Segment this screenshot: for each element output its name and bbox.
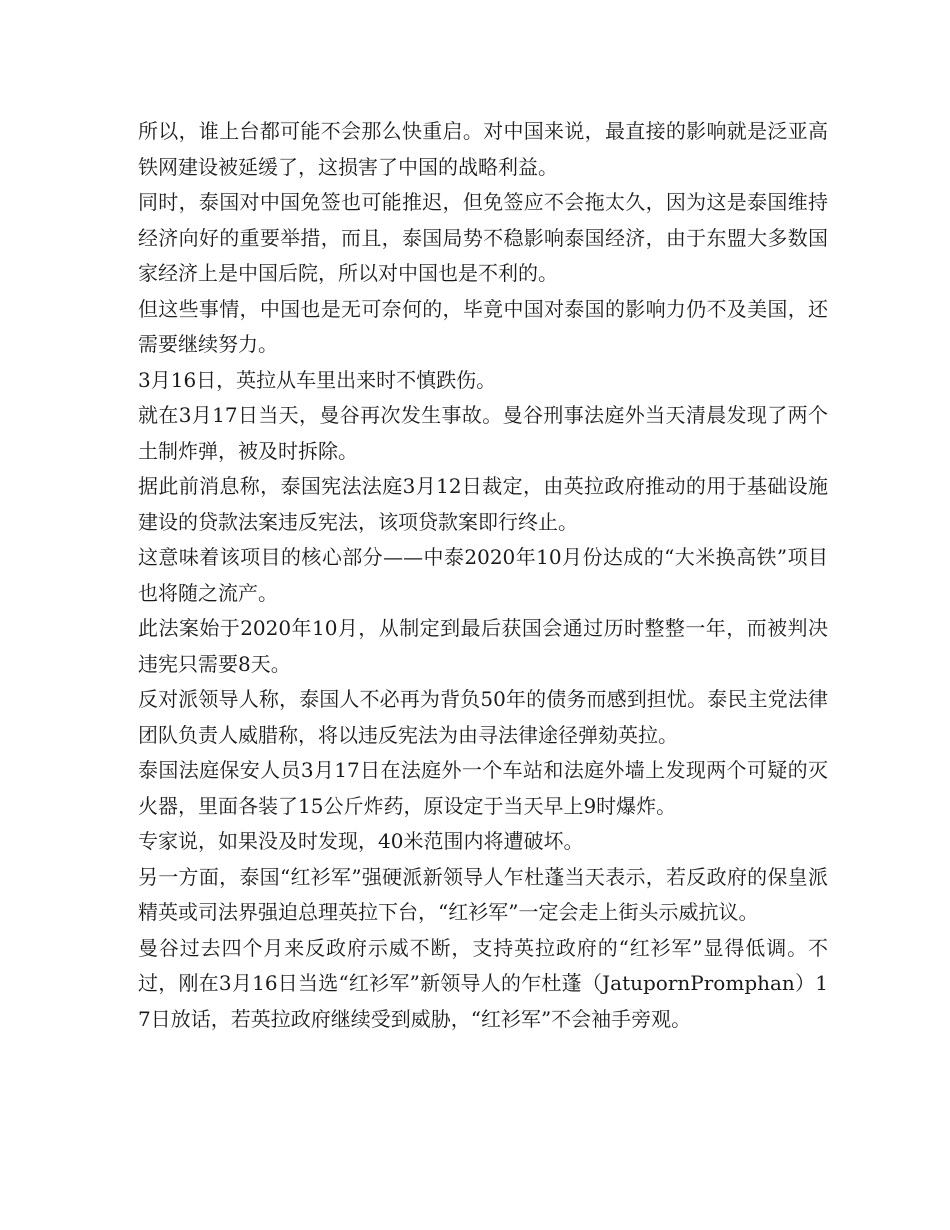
paragraph-4: 3月16日，英拉从车里出来时不慎跌伤。 (138, 367, 497, 392)
paragraph-8: 此法案始于2020年10月，从制定到最后获国会通过历时整整一年，而被判决违宪只需要8天。 (138, 616, 828, 676)
paragraph-11: 专家说，如果没及时发现，40米范围内将遭破坏。 (138, 829, 584, 853)
paragraph-1: 所以，谁上台都可能不会那么快重启。对中国来说，最直接的影响就是泛亚高铁网建设被延缓了，这损害了中国的战略利益。 (138, 119, 828, 179)
paragraph-6: 据此前消息称，泰国宪法法庭3月12日裁定，由英拉政府推动的用于基础设施建设的贷款法案违反宪法，该项贷款案即行终止。 (138, 474, 828, 534)
paragraph-12: 另一方面，泰国“红衫军”强硬派新领导人乍杜蓬当天表示，若反政府的保皇派精英或司法界强迫总理英拉下台，“红衫军”一定会走上街头示威抗议。 (138, 864, 828, 924)
paragraph-5: 就在3月17日当天，曼谷再次发生事故。曼谷刑事法庭外当天清晨发现了两个土制炸弹，被及时拆除。 (138, 403, 828, 463)
paragraph-2: 同时，泰国对中国免签也可能推迟，但免签应不会拖太久，因为这是泰国维持经济向好的重要举措，而且，泰国局势不稳影响泰国经济，由于东盟大多数国家经济上是中国后院，所以对中国也是不利的。 (138, 190, 828, 285)
paragraph-9: 反对派领导人称，泰国人不必再为背负50年的债务而感到担忧。泰民主党法律团队负责人威腊称，将以违反宪法为由寻法律途径弹劾英拉。 (138, 687, 828, 747)
paragraph-10: 泰国法庭保安人员3月17日在法庭外一个车站和法庭外墙上发现两个可疑的灭火器，里面各装了15公斤炸药，原设定于当天早上9时爆炸。 (138, 758, 828, 818)
paragraph-13: 曼谷过去四个月来反政府示威不断，支持英拉政府的“红衫军”显得低调。不过，刚在3月16日当选“红衫军”新领导人的乍杜蓬（JatupornPromphan）17日放话，若英拉政府继续受到威胁，“红衫军”不会袖手旁观。 (138, 935, 828, 1031)
document-body (138, 114, 828, 1037)
paragraph-3: 但这些事情，中国也是无可奈何的，毕竟中国对泰国的影响力仍不及美国，还需要继续努力。 (138, 296, 828, 356)
paragraph-7: 这意味着该项目的核心部分——中泰2020年10月份达成的“大米换高铁”项目也将随之流产。 (138, 545, 828, 605)
